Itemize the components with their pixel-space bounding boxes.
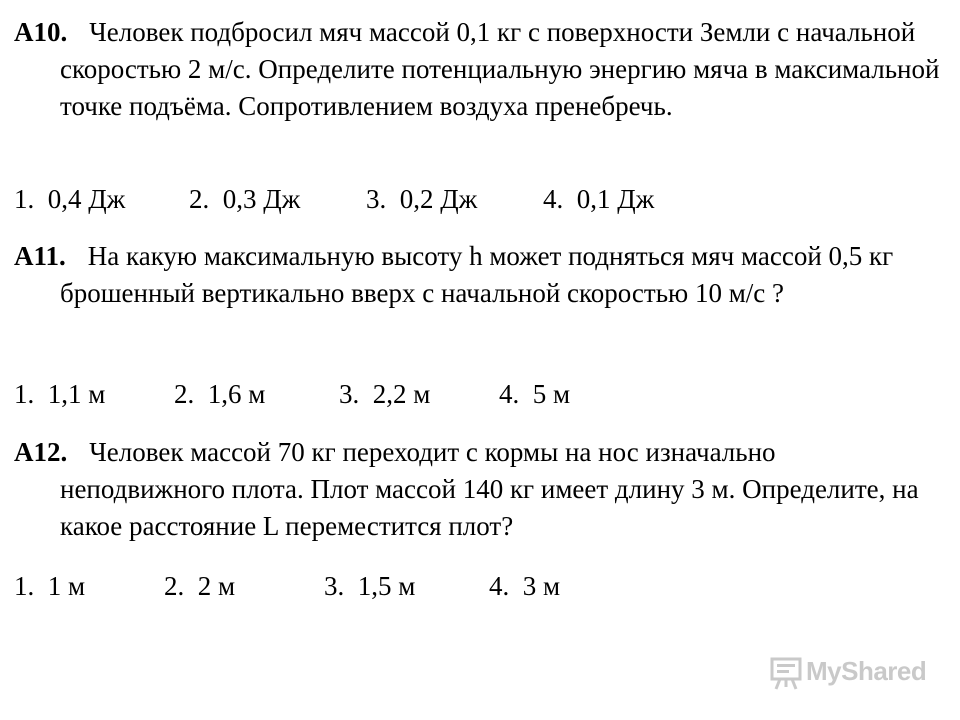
answer-option: 1. 0,4 Дж (14, 184, 126, 214)
question-number: А10. (14, 17, 68, 47)
question-number: А11. (14, 241, 66, 271)
answer-option: 1. 1,1 м (14, 379, 106, 409)
answer-options-a11 (14, 376, 570, 412)
myshared-watermark (770, 654, 930, 694)
watermark-text: MyShared (806, 656, 927, 686)
question-text: На какую максимальную высоту h может подняться мяч массой 0,5 кг брошенный вертикально вверх с начальной скоростью 10 м/с ? (60, 241, 894, 308)
answer-option: 3. 1,5 м (324, 571, 416, 601)
answer-option: 2. 1,6 м (174, 379, 266, 409)
answer-option: 4. 3 м (489, 571, 561, 601)
answer-option: 1. 1 м (14, 571, 86, 601)
presentation-board-icon (770, 656, 802, 690)
question-a12 (14, 434, 944, 545)
answer-option: 2. 2 м (164, 571, 236, 601)
answer-options-a10 (14, 181, 654, 217)
question-a10 (14, 14, 944, 125)
question-text: Человек массой 70 кг переходит с кормы на нос изначально неподвижного плота. Плот массой 140 кг имеет длину 3 м. Определите, на какое расстояние L переместится плот? (60, 437, 919, 541)
answer-option: 2. 0,3 Дж (189, 184, 301, 214)
answer-option: 4. 0,1 Дж (543, 184, 655, 214)
question-a11 (14, 238, 944, 312)
answer-option: 4. 5 м (499, 379, 571, 409)
answer-options-a12 (14, 568, 560, 604)
answer-option: 3. 2,2 м (339, 379, 431, 409)
answer-option: 3. 0,2 Дж (366, 184, 478, 214)
question-text: Человек подбросил мяч массой 0,1 кг с поверхности Земли с начальной скоростью 2 м/с. Определите потенциальную энергию мяча в максимальной точке подъёма. Сопротивлением воздуха пренебречь. (60, 17, 940, 121)
question-number: А12. (14, 437, 68, 467)
